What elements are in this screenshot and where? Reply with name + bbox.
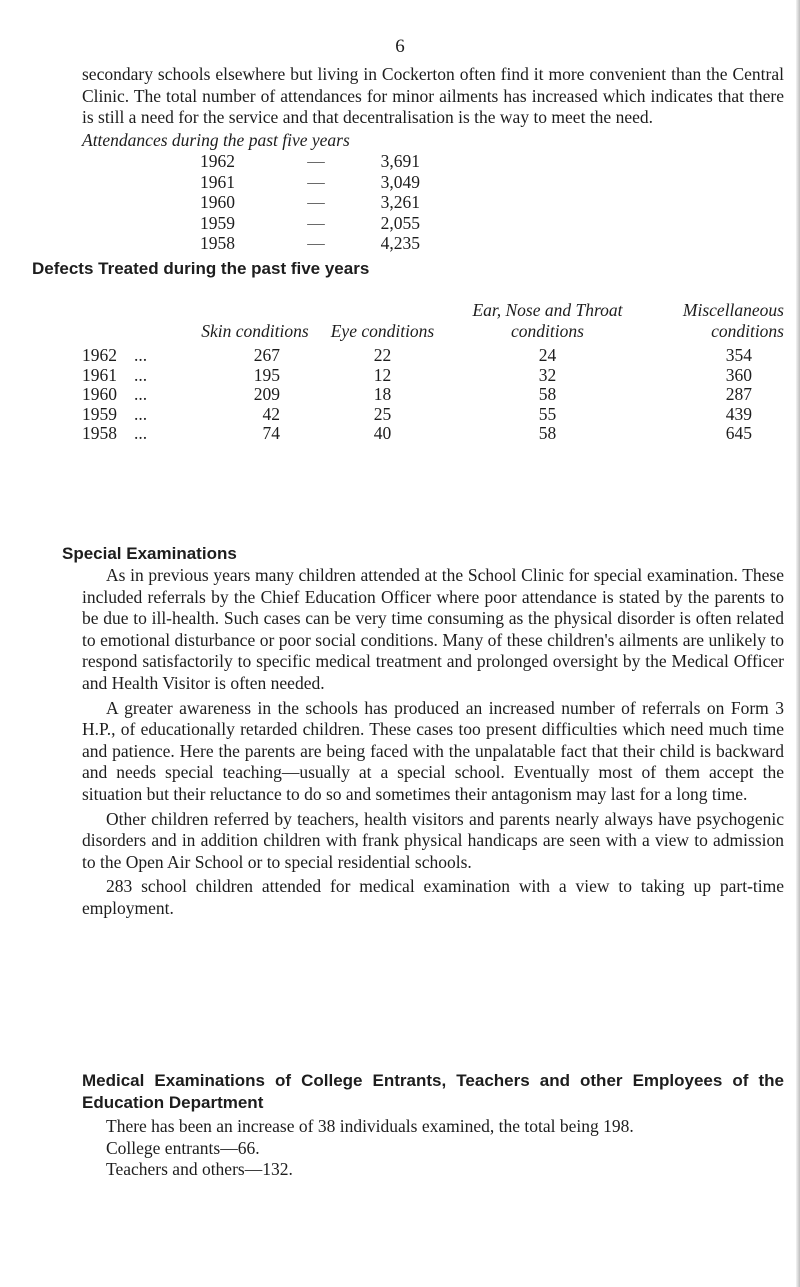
attendance-dash: — [307,151,325,171]
defects-ent-value: 58 [538,423,557,443]
attendance-row [200,213,420,234]
medical-heading: Medical Examinations of College Entrants, Teachers and other Employees of the Education Department [82,1071,784,1112]
defects-row [82,346,784,366]
defects-leader-dots: ... [134,403,148,424]
defects-row [82,366,784,386]
attendances-table [200,151,420,254]
special-paragraph-2: A greater awareness in the schools has produced an increased number of referrals on Form 3 H.P., of educationally retarded children. These cases too present difficulties which need much time and patience. Here the parents are being faced with the unpalatable fact that their child is backward and needs special teaching—usually at a special school. Eventually most of them accept the situation but their reluctance to do so and sometimes their antagonism may last for a long time. [82,697,784,804]
attendance-dash: — [307,171,325,192]
defects-ent-value: 32 [538,364,557,385]
defects-skin-value: 209 [253,384,280,404]
attendance-value: 3,691 [380,151,420,171]
defects-ent-value: 58 [538,384,557,404]
defects-misc-value: 645 [725,423,752,443]
medical-paragraph: There has been an increase of 38 individuals examined, the total being 198. [106,1116,634,1136]
defects-skin-value: 195 [253,364,280,385]
defects-leader-dots: ... [134,364,148,385]
page-edge-shadow [796,0,800,1287]
defects-leader-dots: ... [134,384,148,404]
col-eye: Eye conditions [330,321,435,341]
attendance-row [200,233,420,254]
defects-eye-value: 25 [373,403,392,424]
attendances-heading: Attendances during the past five years [82,130,350,150]
special-heading: Special Examinations [62,544,237,563]
attendance-dash: — [307,192,325,212]
defects-year: 1961 [82,364,117,385]
defects-skin-value: 74 [262,423,280,443]
defects-eye-value: 22 [373,345,392,365]
attendance-row [200,151,420,172]
college-entrants-line: College entrants—66. [106,1137,260,1158]
attendance-value: 2,055 [380,212,420,233]
col-misc: Miscellaneous conditions [682,300,784,341]
attendance-row [200,192,420,213]
defects-ent-value: 24 [538,345,557,365]
defects-eye-value: 40 [373,423,392,443]
col-skin: Skin conditions [201,321,309,341]
defects-year: 1959 [82,403,117,424]
attendance-year: 1960 [200,192,235,212]
defects-leader-dots: ... [134,423,148,443]
defects-year: 1958 [82,423,117,443]
defects-misc-value: 439 [725,403,752,424]
defects-skin-value: 267 [253,345,280,365]
defects-heading: Defects Treated during the past five years [32,259,370,278]
attendance-year: 1958 [200,233,235,253]
teachers-line: Teachers and others—132. [106,1159,293,1180]
attendance-row [200,172,420,193]
defects-row [82,405,784,425]
attendance-value: 3,049 [380,171,420,192]
defects-year: 1960 [82,384,117,404]
attendance-value: 4,235 [380,233,420,253]
defects-misc-value: 287 [725,384,752,404]
attendance-year: 1962 [200,151,235,171]
attendance-dash: — [307,212,325,233]
intro-paragraph: secondary schools elsewhere but living in Cockerton often find it more convenient than the Central Clinic. The total number of attendances for minor ailments has increased which indicates that there is still a need for the service and that decentralisation is the way to meet the need. [82,64,784,128]
defects-row [82,385,784,405]
defects-year: 1962 [82,345,117,365]
attendance-year: 1961 [200,171,235,192]
defects-table [82,282,784,444]
special-body [82,565,784,920]
attendance-value: 3,261 [380,192,420,212]
attendance-year: 1959 [200,212,235,233]
special-paragraph-1: As in previous years many children attended at the School Clinic for special examination. These included referrals by the Chief Education Officer where poor attendance is stated by the parents to be due to ill-health. Such cases can be very time consuming as the physical disorder is often related to emotional disturbance or poor social conditions. Many of these children's ailments are unlikely to respond satisfactorily to specific medical treatment and prolonged oversight by the Medical Officer and Health Visitor is often needed. [82,565,784,693]
col-ent: Ear, Nose and Throat conditions [472,300,623,341]
attendance-dash: — [307,233,325,253]
defects-misc-value: 360 [725,364,752,385]
defects-skin-value: 42 [262,403,280,424]
page-number: 6 [395,36,405,57]
defects-ent-value: 55 [538,403,557,424]
defects-eye-value: 18 [373,384,392,404]
special-paragraph-3: Other children referred by teachers, health visitors and parents nearly always have psychogenic disorders and in addition children with frank physical handicaps are seen with a view to admission to the Open Air School or to special residential schools. [82,808,784,872]
defects-row [82,424,784,444]
medical-body [82,1116,784,1181]
defects-leader-dots: ... [134,345,148,365]
special-paragraph-4: 283 school children attended for medical examination with a view to taking up part-time employment. [82,876,784,918]
defects-misc-value: 354 [725,345,752,365]
defects-eye-value: 12 [373,364,392,385]
